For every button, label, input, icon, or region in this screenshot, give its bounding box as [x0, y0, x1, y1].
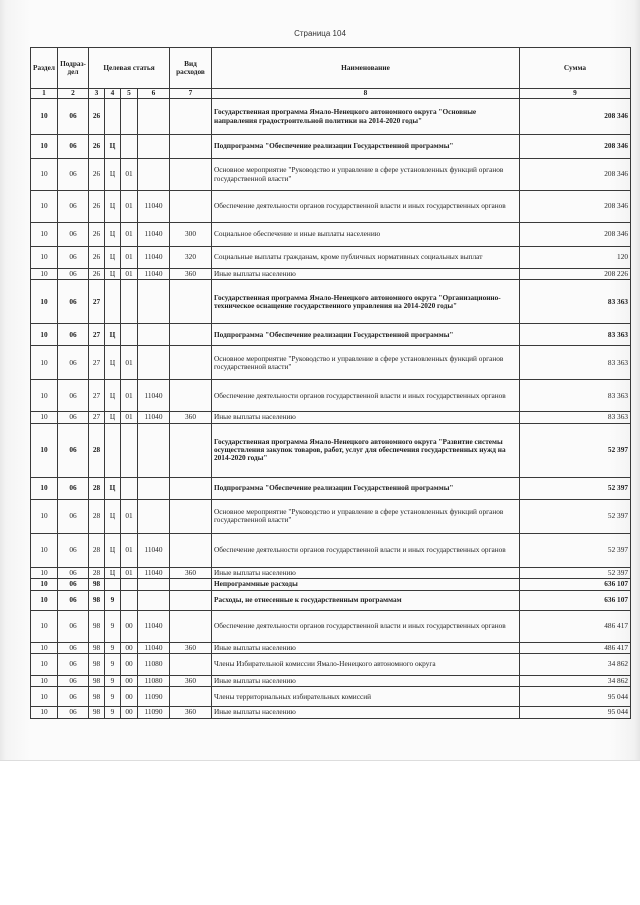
table-row — [31, 223, 631, 247]
cell-direction — [138, 423, 170, 477]
cell-direction: 11080 — [138, 675, 170, 686]
cell-name: Обеспечение деятельности органов государственной власти и иных государственных органов — [212, 610, 520, 642]
cell-activity: 00 — [121, 610, 138, 642]
table-row — [31, 610, 631, 642]
cell-section: 10 — [31, 567, 58, 578]
cell-activity: 01 — [121, 159, 138, 191]
cell-sum: 208 226 — [520, 269, 631, 280]
cell-expense-type: 360 — [170, 567, 212, 578]
cell-section: 10 — [31, 675, 58, 686]
cell-expense-type — [170, 499, 212, 533]
table-header-row — [31, 48, 631, 89]
cell-direction — [138, 135, 170, 159]
cell-expense-type: 360 — [170, 675, 212, 686]
cell-direction: 11040 — [138, 223, 170, 247]
cell-expense-type — [170, 380, 212, 412]
cell-name: Подпрограмма "Обеспечение реализации Государственной программы" — [212, 324, 520, 346]
header-expense-type: Вид расходов — [170, 48, 212, 89]
cell-section: 10 — [31, 380, 58, 412]
cell-subsection: 06 — [58, 653, 89, 675]
cell-name: Государственная программа Ямало-Ненецкого автономного округа "Основные направления градостроительной политики на 2014-2020 годы" — [212, 99, 520, 135]
cell-expense-type — [170, 533, 212, 567]
cell-section: 10 — [31, 590, 58, 610]
cell-expense-type — [170, 324, 212, 346]
cell-program: 98 — [89, 653, 105, 675]
cell-activity — [121, 324, 138, 346]
cell-section: 10 — [31, 412, 58, 423]
table-row — [31, 346, 631, 380]
cell-subprogram: 9 — [105, 653, 121, 675]
cell-activity: 00 — [121, 675, 138, 686]
col-number: 2 — [58, 89, 89, 99]
table-row — [31, 412, 631, 423]
cell-sum: 83 363 — [520, 280, 631, 324]
cell-subsection: 06 — [58, 99, 89, 135]
cell-activity — [121, 590, 138, 610]
cell-subsection: 06 — [58, 135, 89, 159]
cell-program: 26 — [89, 159, 105, 191]
cell-name: Подпрограмма "Обеспечение реализации Государственной программы" — [212, 477, 520, 499]
cell-subsection: 06 — [58, 423, 89, 477]
cell-subsection: 06 — [58, 533, 89, 567]
cell-direction: 11040 — [138, 642, 170, 653]
cell-activity — [121, 99, 138, 135]
cell-subsection: 06 — [58, 590, 89, 610]
cell-name: Социальное обеспечение и иные выплаты населению — [212, 223, 520, 247]
cell-sum: 83 363 — [520, 412, 631, 423]
cell-subprogram — [105, 423, 121, 477]
cell-sum: 95 044 — [520, 707, 631, 718]
cell-section: 10 — [31, 653, 58, 675]
cell-subprogram: Ц — [105, 412, 121, 423]
cell-section: 10 — [31, 223, 58, 247]
cell-section: 10 — [31, 642, 58, 653]
col-number: 1 — [31, 89, 58, 99]
cell-activity: 01 — [121, 223, 138, 247]
cell-subsection: 06 — [58, 159, 89, 191]
cell-sum: 486 417 — [520, 642, 631, 653]
cell-direction: 11040 — [138, 412, 170, 423]
cell-name: Социальные выплаты гражданам, кроме публичных нормативных социальных выплат — [212, 247, 520, 269]
cell-sum: 208 346 — [520, 159, 631, 191]
cell-sum: 83 363 — [520, 346, 631, 380]
cell-direction — [138, 99, 170, 135]
cell-direction — [138, 590, 170, 610]
cell-program: 98 — [89, 707, 105, 718]
cell-name: Государственная программа Ямало-Ненецкого автономного округа "Развитие системы осуществления закупок товаров, работ, услуг для обеспечения государственных нужд на 2014-2020 годы" — [212, 423, 520, 477]
cell-sum: 52 397 — [520, 567, 631, 578]
cell-program: 28 — [89, 499, 105, 533]
cell-subsection: 06 — [58, 567, 89, 578]
cell-direction: 11040 — [138, 380, 170, 412]
cell-subprogram: 9 — [105, 590, 121, 610]
col-number: 8 — [212, 89, 520, 99]
cell-subsection: 06 — [58, 499, 89, 533]
page-number-label: Страница 104 — [294, 29, 346, 38]
cell-subsection: 06 — [58, 412, 89, 423]
cell-activity: 01 — [121, 499, 138, 533]
cell-program: 98 — [89, 642, 105, 653]
cell-sum: 208 346 — [520, 135, 631, 159]
cell-subprogram: Ц — [105, 533, 121, 567]
col-number: 7 — [170, 89, 212, 99]
cell-section: 10 — [31, 99, 58, 135]
cell-subsection: 06 — [58, 675, 89, 686]
cell-direction — [138, 324, 170, 346]
cell-subprogram: Ц — [105, 159, 121, 191]
cell-program: 98 — [89, 675, 105, 686]
col-number: 6 — [138, 89, 170, 99]
col-number: 9 — [520, 89, 631, 99]
cell-direction: 11090 — [138, 707, 170, 718]
table-row — [31, 247, 631, 269]
cell-name: Иные выплаты населению — [212, 642, 520, 653]
table-row — [31, 579, 631, 590]
cell-subprogram: Ц — [105, 477, 121, 499]
cell-subprogram: 9 — [105, 642, 121, 653]
cell-activity: 01 — [121, 346, 138, 380]
cell-activity: 01 — [121, 380, 138, 412]
cell-section: 10 — [31, 687, 58, 707]
cell-expense-type: 360 — [170, 412, 212, 423]
cell-program: 98 — [89, 610, 105, 642]
cell-name: Иные выплаты населению — [212, 269, 520, 280]
table-row — [31, 159, 631, 191]
table-row — [31, 477, 631, 499]
cell-direction: 11080 — [138, 653, 170, 675]
table-row — [31, 707, 631, 718]
table-row — [31, 653, 631, 675]
cell-expense-type — [170, 280, 212, 324]
cell-subsection: 06 — [58, 269, 89, 280]
cell-program: 98 — [89, 687, 105, 707]
cell-activity — [121, 280, 138, 324]
cell-expense-type — [170, 610, 212, 642]
cell-direction: 11040 — [138, 269, 170, 280]
cell-subsection: 06 — [58, 579, 89, 590]
col-number: 5 — [121, 89, 138, 99]
cell-expense-type: 300 — [170, 223, 212, 247]
cell-subsection: 06 — [58, 346, 89, 380]
cell-section: 10 — [31, 707, 58, 718]
cell-subprogram: 9 — [105, 707, 121, 718]
col-number: 3 — [89, 89, 105, 99]
cell-activity: 00 — [121, 653, 138, 675]
cell-program: 98 — [89, 579, 105, 590]
cell-subsection: 06 — [58, 324, 89, 346]
cell-section: 10 — [31, 159, 58, 191]
cell-subsection: 06 — [58, 477, 89, 499]
cell-direction — [138, 280, 170, 324]
cell-program: 98 — [89, 590, 105, 610]
column-number-row — [31, 89, 631, 99]
col-number: 4 — [105, 89, 121, 99]
cell-name: Обеспечение деятельности органов государственной власти и иных государственных органов — [212, 191, 520, 223]
cell-program: 27 — [89, 380, 105, 412]
table-row — [31, 642, 631, 653]
cell-sum: 83 363 — [520, 380, 631, 412]
cell-sum: 208 346 — [520, 99, 631, 135]
cell-activity: 01 — [121, 191, 138, 223]
cell-section: 10 — [31, 579, 58, 590]
cell-expense-type: 360 — [170, 642, 212, 653]
cell-sum: 636 107 — [520, 579, 631, 590]
cell-expense-type — [170, 135, 212, 159]
cell-expense-type — [170, 590, 212, 610]
cell-subprogram — [105, 280, 121, 324]
header-target-article: Целевая статья — [89, 48, 170, 89]
cell-expense-type: 360 — [170, 269, 212, 280]
cell-subprogram: Ц — [105, 223, 121, 247]
cell-subprogram: Ц — [105, 191, 121, 223]
cell-sum: 636 107 — [520, 590, 631, 610]
cell-direction: 11040 — [138, 567, 170, 578]
cell-expense-type — [170, 653, 212, 675]
cell-activity: 01 — [121, 247, 138, 269]
cell-name: Непрограммные расходы — [212, 579, 520, 590]
cell-activity — [121, 135, 138, 159]
table-row — [31, 380, 631, 412]
cell-expense-type — [170, 99, 212, 135]
cell-name: Иные выплаты населению — [212, 412, 520, 423]
cell-sum: 52 397 — [520, 499, 631, 533]
cell-name: Обеспечение деятельности органов государственной власти и иных государственных органов — [212, 380, 520, 412]
cell-name: Расходы, не отнесенные к государственным программам — [212, 590, 520, 610]
cell-section: 10 — [31, 191, 58, 223]
cell-subprogram — [105, 579, 121, 590]
cell-activity: 01 — [121, 533, 138, 567]
cell-program: 26 — [89, 269, 105, 280]
table-row — [31, 324, 631, 346]
cell-direction: 11040 — [138, 191, 170, 223]
cell-sum: 52 397 — [520, 533, 631, 567]
cell-subprogram: 9 — [105, 610, 121, 642]
cell-direction: 11040 — [138, 610, 170, 642]
cell-expense-type — [170, 191, 212, 223]
table-row — [31, 567, 631, 578]
table-row — [31, 687, 631, 707]
cell-subsection: 06 — [58, 223, 89, 247]
cell-section: 10 — [31, 280, 58, 324]
cell-sum: 52 397 — [520, 477, 631, 499]
cell-section: 10 — [31, 533, 58, 567]
cell-section: 10 — [31, 135, 58, 159]
cell-sum: 208 346 — [520, 191, 631, 223]
cell-section: 10 — [31, 610, 58, 642]
cell-subsection: 06 — [58, 280, 89, 324]
table-row — [31, 269, 631, 280]
cell-subsection: 06 — [58, 247, 89, 269]
header-sum: Сумма — [520, 48, 631, 89]
cell-sum: 34 862 — [520, 675, 631, 686]
cell-direction: 11040 — [138, 247, 170, 269]
table-row — [31, 280, 631, 324]
header-subsection: Подраз-дел — [58, 48, 89, 89]
cell-subsection: 06 — [58, 191, 89, 223]
cell-subprogram: Ц — [105, 499, 121, 533]
cell-direction: 11040 — [138, 533, 170, 567]
cell-expense-type — [170, 423, 212, 477]
cell-name: Обеспечение деятельности органов государственной власти и иных государственных органов — [212, 533, 520, 567]
cell-subsection: 06 — [58, 380, 89, 412]
cell-expense-type — [170, 687, 212, 707]
cell-subsection: 06 — [58, 610, 89, 642]
cell-program: 28 — [89, 477, 105, 499]
cell-activity: 01 — [121, 412, 138, 423]
cell-program: 26 — [89, 223, 105, 247]
cell-subsection: 06 — [58, 687, 89, 707]
cell-expense-type: 360 — [170, 707, 212, 718]
table-row — [31, 499, 631, 533]
cell-sum: 34 862 — [520, 653, 631, 675]
cell-program: 26 — [89, 247, 105, 269]
cell-sum: 95 044 — [520, 687, 631, 707]
cell-section: 10 — [31, 423, 58, 477]
cell-sum: 486 417 — [520, 610, 631, 642]
cell-section: 10 — [31, 499, 58, 533]
cell-name: Подпрограмма "Обеспечение реализации Государственной программы" — [212, 135, 520, 159]
cell-program: 26 — [89, 191, 105, 223]
cell-name: Основное мероприятие "Руководство и управление в сфере установленных функций органов государственной власти" — [212, 159, 520, 191]
cell-expense-type — [170, 159, 212, 191]
cell-program: 27 — [89, 412, 105, 423]
cell-section: 10 — [31, 269, 58, 280]
cell-sum: 83 363 — [520, 324, 631, 346]
cell-subprogram: Ц — [105, 269, 121, 280]
cell-direction: 11090 — [138, 687, 170, 707]
cell-expense-type: 320 — [170, 247, 212, 269]
table-row — [31, 590, 631, 610]
cell-activity — [121, 423, 138, 477]
cell-direction — [138, 346, 170, 380]
header-section: Раздел — [31, 48, 58, 89]
cell-direction — [138, 477, 170, 499]
cell-subsection: 06 — [58, 642, 89, 653]
cell-section: 10 — [31, 346, 58, 380]
table-row — [31, 675, 631, 686]
table-row — [31, 533, 631, 567]
cell-section: 10 — [31, 477, 58, 499]
cell-program: 27 — [89, 280, 105, 324]
cell-name: Члены Избирательной комиссии Ямало-Ненецкого автономного округа — [212, 653, 520, 675]
cell-program: 27 — [89, 346, 105, 380]
table-row — [31, 135, 631, 159]
cell-name: Иные выплаты населению — [212, 707, 520, 718]
cell-subprogram: Ц — [105, 567, 121, 578]
table-row — [31, 99, 631, 135]
cell-activity — [121, 477, 138, 499]
cell-sum: 208 346 — [520, 223, 631, 247]
cell-section: 10 — [31, 324, 58, 346]
header-name: Наименование — [212, 48, 520, 89]
cell-subsection: 06 — [58, 707, 89, 718]
cell-expense-type — [170, 579, 212, 590]
cell-name: Основное мероприятие "Руководство и управление в сфере установленных функций органов государственной власти" — [212, 499, 520, 533]
cell-subprogram: Ц — [105, 135, 121, 159]
cell-expense-type — [170, 346, 212, 380]
cell-expense-type — [170, 477, 212, 499]
cell-subprogram: Ц — [105, 247, 121, 269]
cell-subprogram: 9 — [105, 687, 121, 707]
cell-subprogram — [105, 99, 121, 135]
cell-direction — [138, 579, 170, 590]
cell-subprogram: 9 — [105, 675, 121, 686]
cell-sum: 52 397 — [520, 423, 631, 477]
cell-name: Государственная программа Ямало-Ненецкого автономного округа "Организационно-техническое оснащение государственного управления на 2014-2020 годы" — [212, 280, 520, 324]
cell-program: 28 — [89, 567, 105, 578]
table-row — [31, 423, 631, 477]
cell-activity: 01 — [121, 567, 138, 578]
cell-program: 26 — [89, 135, 105, 159]
cell-activity: 00 — [121, 707, 138, 718]
cell-name: Иные выплаты населению — [212, 567, 520, 578]
cell-section: 10 — [31, 247, 58, 269]
cell-subprogram: Ц — [105, 324, 121, 346]
budget-table — [30, 47, 631, 719]
cell-name: Основное мероприятие "Руководство и управление в сфере установленных функций органов государственной власти" — [212, 346, 520, 380]
cell-activity: 01 — [121, 269, 138, 280]
cell-program: 26 — [89, 99, 105, 135]
cell-direction — [138, 159, 170, 191]
table-row — [31, 191, 631, 223]
cell-subprogram: Ц — [105, 346, 121, 380]
cell-program: 28 — [89, 533, 105, 567]
cell-name: Члены территориальных избирательных комиссий — [212, 687, 520, 707]
cell-activity — [121, 579, 138, 590]
cell-sum: 120 — [520, 247, 631, 269]
cell-direction — [138, 499, 170, 533]
cell-program: 28 — [89, 423, 105, 477]
cell-subprogram: Ц — [105, 380, 121, 412]
cell-activity: 00 — [121, 642, 138, 653]
cell-program: 27 — [89, 324, 105, 346]
cell-name: Иные выплаты населению — [212, 675, 520, 686]
cell-activity: 00 — [121, 687, 138, 707]
